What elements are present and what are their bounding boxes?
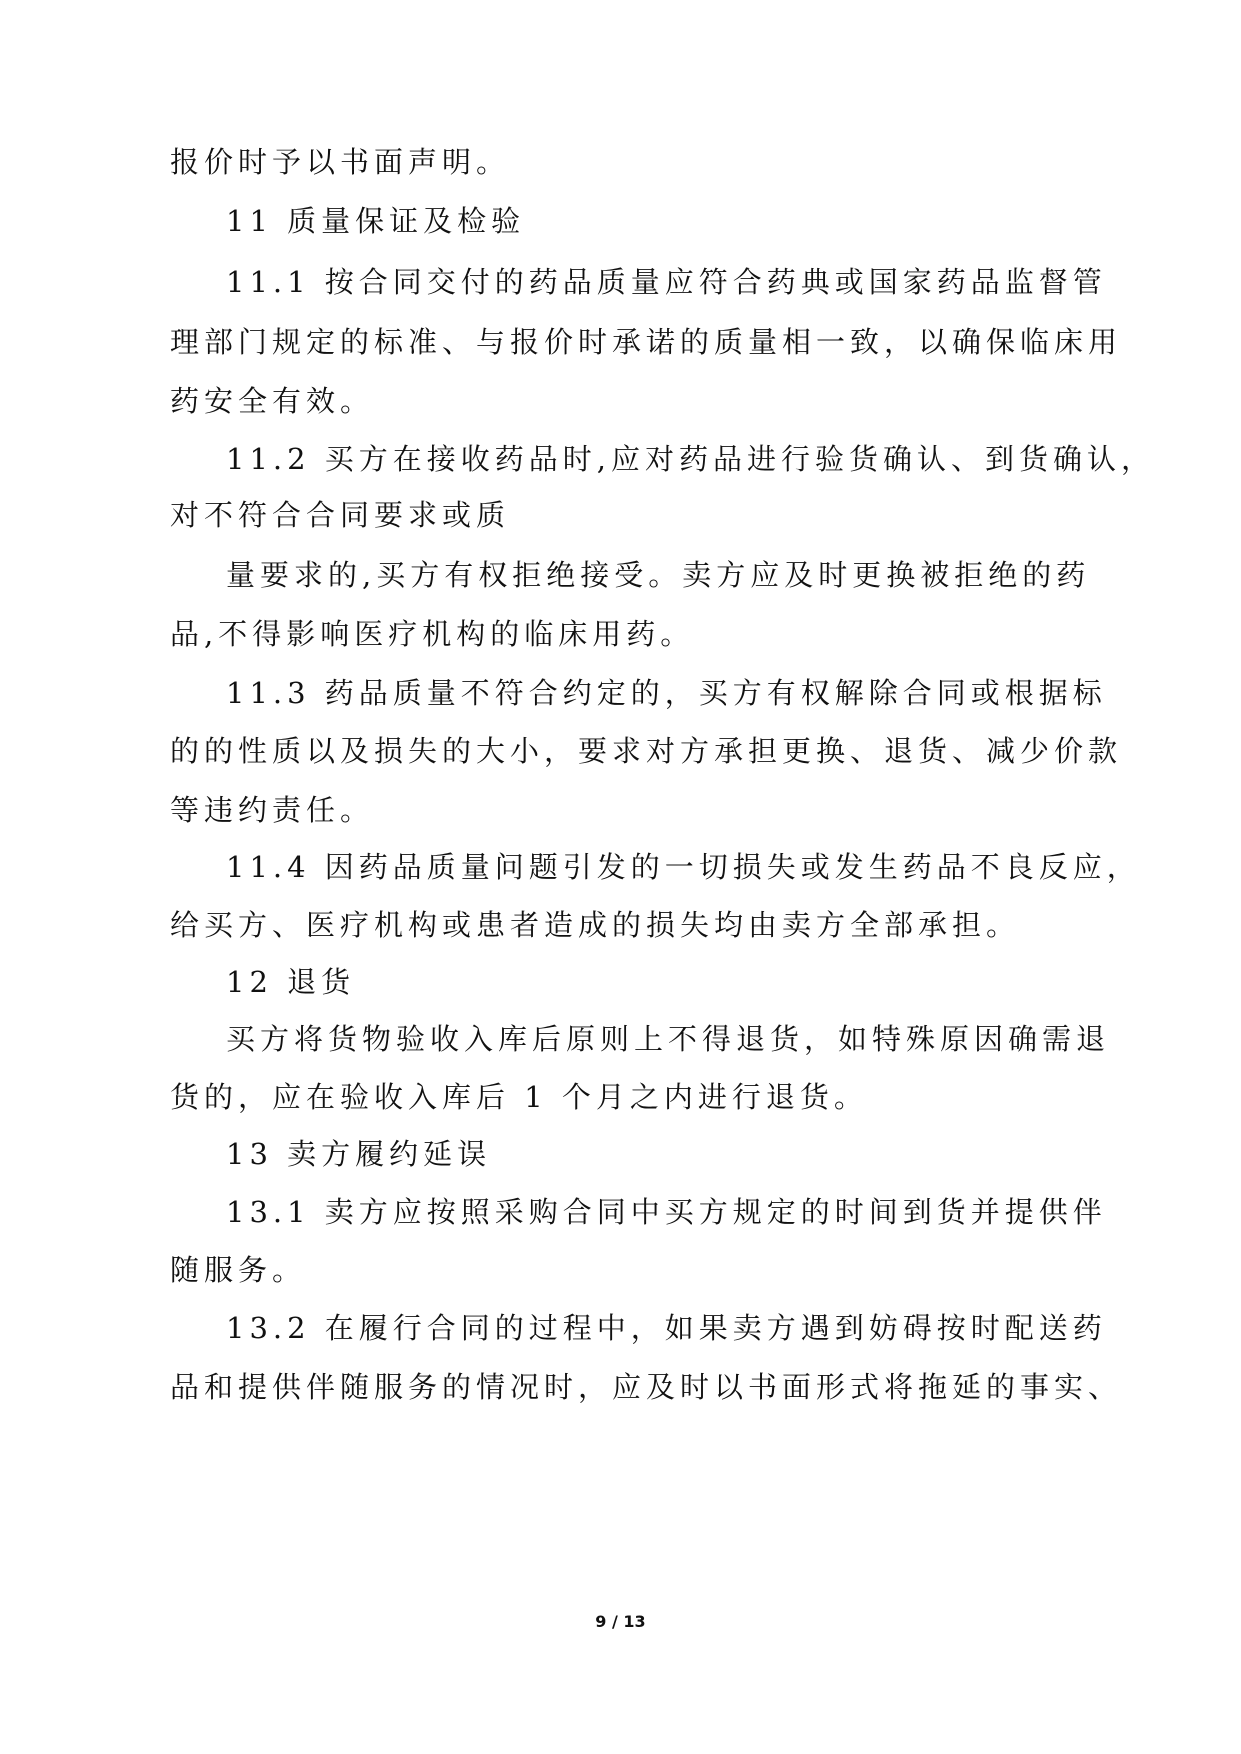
section-heading-12: 12 退货 xyxy=(226,965,356,999)
text-line-1: 报价时予以书面声明。 xyxy=(170,145,511,179)
text-line-17: 货的，应在验收入库后 1 个月之内进行退货。 xyxy=(170,1080,868,1114)
text-line-10: 11.3 药品质量不符合约定的，买方有权解除合同或根据标 xyxy=(226,676,1107,710)
text-line-12: 等违约责任。 xyxy=(170,793,375,827)
text-line-22: 品和提供伴随服务的情况时，应及时以书面形式将拖延的事实、 xyxy=(170,1370,1123,1404)
text-line-3: 11.1 按合同交付的药品质量应符合药典或国家药品监督管 xyxy=(226,265,1107,299)
text-line-9: 品,不得影响医疗机构的临床用药。 xyxy=(170,617,695,651)
text-line-5: 药安全有效。 xyxy=(170,384,375,418)
text-line-8: 量要求的,买方有权拒绝接受。卖方应及时更换被拒绝的药 xyxy=(226,558,1091,592)
page-number: 9 / 13 xyxy=(595,1612,646,1631)
text-line-7: 对不符合合同要求或质 xyxy=(170,498,511,532)
text-line-19: 13.1 卖方应按照采购合同中买方规定的时间到货并提供伴 xyxy=(226,1195,1107,1229)
section-heading-13: 13 卖方履约延误 xyxy=(226,1137,492,1171)
text-line-20: 随服务。 xyxy=(170,1253,307,1287)
text-line-14: 给买方、医疗机构或患者造成的损失均由卖方全部承担。 xyxy=(170,908,1021,942)
text-line-4: 理部门规定的标准、与报价时承诺的质量相一致，以确保临床用 xyxy=(170,325,1123,359)
text-line-16: 买方将货物验收入库后原则上不得退货，如特殊原因确需退 xyxy=(226,1022,1111,1056)
text-line-13: 11.4 因药品质量问题引发的一切损失或发生药品不良反应， xyxy=(226,850,1141,884)
section-heading-11: 11 质量保证及检验 xyxy=(226,204,526,238)
text-line-11: 的的性质以及损失的大小，要求对方承担更换、退货、减少价款 xyxy=(170,734,1123,768)
text-line-6: 11.2 买方在接收药品时,应对药品进行验货确认、到货确认， xyxy=(226,442,1156,476)
text-line-21: 13.2 在履行合同的过程中，如果卖方遇到妨碍按时配送药 xyxy=(226,1311,1107,1345)
